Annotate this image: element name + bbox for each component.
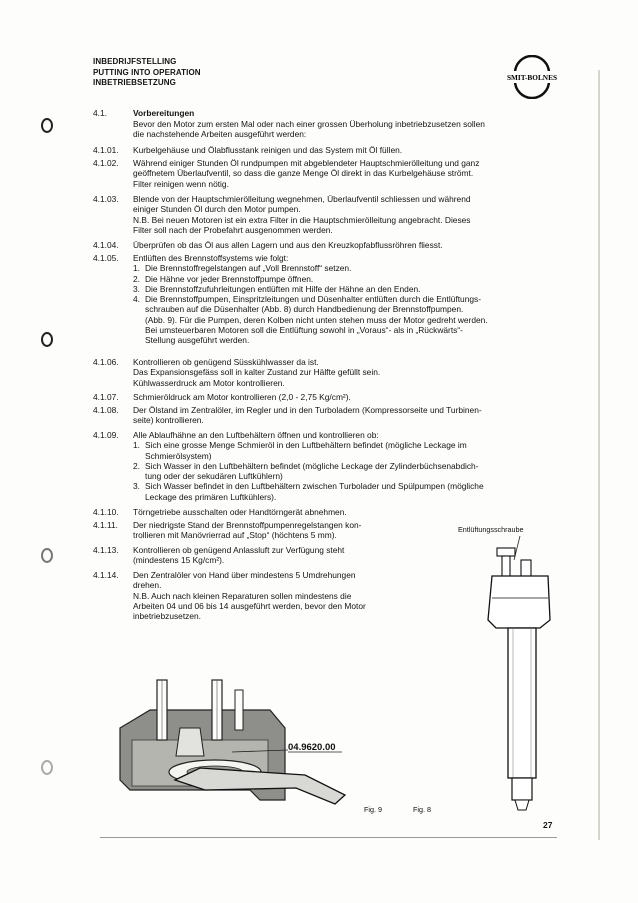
section-number: 4.1.04. <box>93 240 119 250</box>
page-header <box>93 57 201 89</box>
text-line: inbetriebzusetzen. <box>133 611 201 622</box>
section-title: Vorbereitungen <box>133 108 195 118</box>
text-line: Entlüften des Brennstoffsystems wie folgt: <box>133 253 289 263</box>
figure-8-label: Entlüftungsschraube <box>458 525 524 534</box>
text-line: geöffnetem Überlaufventil, so dass die ganze Menge Öl direkt in das Kurbelgehäuse strömt. <box>133 168 474 179</box>
text-line: Der Ölstand im Zentralöler, im Regler und in den Turboladern (Kompressorseite und Turbinen- <box>133 405 482 415</box>
section-number: 4.1.11. <box>93 520 118 530</box>
section-number: 4.1.07. <box>93 392 119 402</box>
text-line: Bevor den Motor zum ersten Mal oder nach einer grossen Überholung inbetriebzusetzen sollen <box>133 119 485 129</box>
text-line: Den Zentralöler von Hand über mindestens 5 Umdrehungen <box>133 570 356 580</box>
section-number: 4.1.01. <box>93 145 119 155</box>
text-line: Kontrollieren ob genügend Süsskühlwasser da ist. <box>133 357 319 367</box>
text-line: Während einiger Stunden Öl rundpumpen mit abgeblendeter Hauptschmierölleitung und ganz <box>133 158 480 168</box>
text-line: Törngetriebe ausschalten oder Handtörngerät abnehmen. <box>133 507 347 517</box>
logo-text: SMIT-BOLNES <box>507 73 557 82</box>
list-item: 2. Sich Wasser in den Luftbehältern befindet (mögliche Leckage der Zylinderbüchsenabdich- tung oder der sekudären Luftkühlern) <box>133 460 479 482</box>
text-line: Das Expansionsgefäss soll in kalter Zustand zur Hälfte gefüllt sein. <box>133 367 381 378</box>
figure-9-caption: Fig. 9 <box>364 805 382 814</box>
punch-hole-4 <box>41 760 53 775</box>
text-line: Blende von der Hauptschmierölleitung wegnehmen, Überlaufventil schliessen und während <box>133 194 471 204</box>
section-number: 4.1.09. <box>93 430 119 440</box>
text-line: Der niedrigste Stand der Brennstoffpumpenregelstangen kon- <box>133 520 362 530</box>
text-line: Kontrollieren ob genügend Anlassluft zur Verfügung steht <box>133 545 345 555</box>
section-number: 4.1. <box>93 108 107 118</box>
text-line: Überprüfen ob das Öl aus allen Lagern und aus den Kreuzkopfabflussröhren fliesst. <box>133 240 443 250</box>
text-line: Filter reinigen wenn nötig. <box>133 178 229 189</box>
section-number: 4.1.06. <box>93 357 119 367</box>
header-line-2: PUTTING INTO OPERATION <box>93 67 201 77</box>
text-line: die nachstehende Arbeiten ausgeführt werden: <box>133 129 307 140</box>
text-line: einiger Stunden Öl durch den Motor pumpen. <box>133 204 301 215</box>
section-number: 4.1.10. <box>93 507 119 517</box>
section-number: 4.1.02. <box>93 158 119 168</box>
list-item: 2. Die Hähne vor jeder Brennstoffpumpe öffnen. <box>133 273 314 284</box>
list-item: 4. Die Brennstoffpumpen, Einspritzleitungen und Düsenhalter entlüften durch die Entlüftungs- schrauben auf die Düsenhalter (Abb. 8) durch Handbedienung der Brennstoffpumpen. (Abb. 9). Für die Pumpen, deren Kolben nicht unten stehen muss der Motor gedreht werden. Bei umsteuerbaren Motoren soll die Entlüftung sowohl in „Voraus“- als in „Rückwärts“- Stellung ausgeführt werden. <box>133 294 488 346</box>
text-line: Arbeiten 04 und 06 bis 14 ausgeführt werden, bevor den Motor <box>133 600 366 611</box>
text-line: Schmieröldruck am Motor kontrollieren (2,0 - 2,75 Kg/cm²). <box>133 392 351 402</box>
text-line: N.B. Bei neuen Motoren ist ein extra Filter in die Hauptschmierölleitung angebracht. Dieses <box>133 214 471 225</box>
footer-rule <box>100 837 557 838</box>
page-number: 27 <box>543 820 553 830</box>
text-line: Alle Ablaufhähne an den Luftbehältern öffnen und kontrollieren ob: <box>133 430 379 440</box>
text-line: (mindestens 15 Kg/cm²). <box>133 555 225 566</box>
header-line-1: INBEDRIJFSTELLING <box>93 57 177 66</box>
text-line: trollieren mit Manövrierrad auf „Stop“ (höchtens 5 mm). <box>133 530 337 541</box>
text-line: Kühlwasserdruck am Motor kontrollieren. <box>133 377 285 388</box>
punch-hole-3 <box>41 548 53 563</box>
punch-hole-1 <box>41 118 53 133</box>
section-number: 4.1.14. <box>93 570 119 580</box>
text-line: seite) kontrollieren. <box>133 415 204 426</box>
section-number: 4.1.03. <box>93 194 119 204</box>
punch-hole-2 <box>41 332 53 347</box>
section-number: 4.1.05. <box>93 253 119 263</box>
header-line-3: INBETRIEBSETZUNG <box>93 78 176 87</box>
list-item: 3. Sich Wasser befindet in den Luftbehältern zwischen Turbolader und Spülpumpen (mögliche Leckage des primären Luftkühlers). <box>133 481 484 502</box>
text-line: Filter soll nach der Probefahrt ausgenommen werden. <box>133 224 333 235</box>
figure-9-part-number: 04.9620.00 <box>288 742 336 753</box>
list-item: 1. Sich eine grosse Menge Schmieröl in den Luftbehältern befindet (mögliche Leckage im Schmierölsystem) <box>133 440 467 461</box>
figure-8-caption: Fig. 8 <box>413 805 431 814</box>
company-logo <box>507 55 557 99</box>
list-item: 1. Die Brennstoffregelstangen auf „Voll Brennstoff“ setzen. <box>133 263 352 274</box>
list-item: 3. Die Brennstoffzufuhrleitungen entlüften mit Hilfe der Hähne an den Enden. <box>133 283 421 294</box>
section-number: 4.1.13. <box>93 545 119 555</box>
text-line: drehen. <box>133 580 162 591</box>
text-line: Kurbelgehäuse und Ölabflusstank reinigen und das System mit Öl füllen. <box>133 145 403 155</box>
text-line: N.B. Auch nach kleinen Reparaturen sollen mindestens die <box>133 590 352 601</box>
section-number: 4.1.08. <box>93 405 119 415</box>
